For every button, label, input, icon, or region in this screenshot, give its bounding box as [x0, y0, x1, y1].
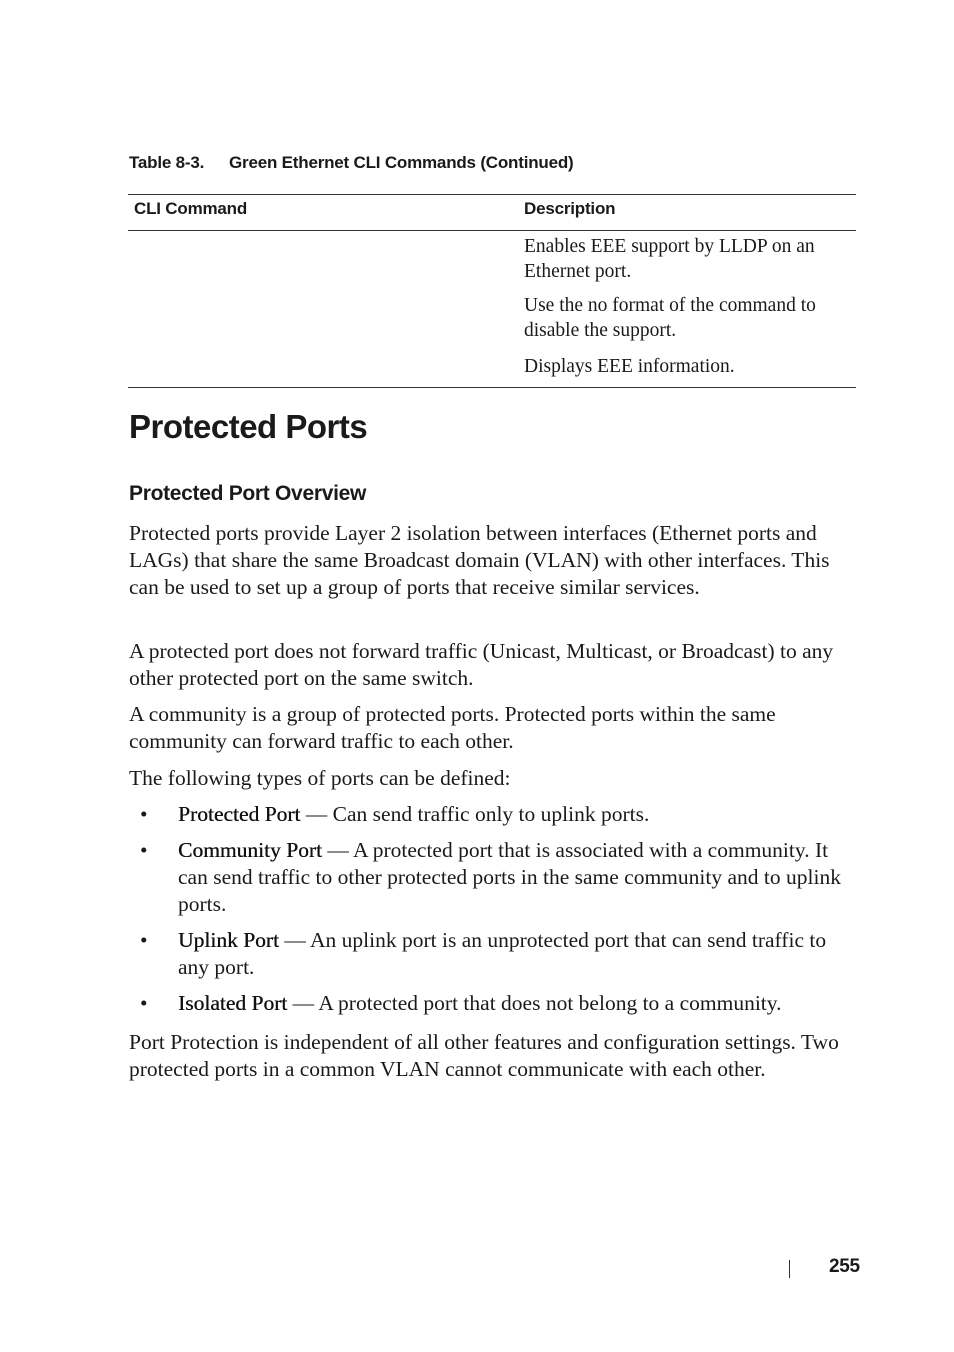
list-item: [140, 801, 857, 828]
table-bottom-rule: [128, 387, 856, 388]
footer-divider: [789, 1260, 790, 1278]
bullet-icon: •: [140, 838, 148, 862]
table-caption-number: Table 8-3.: [129, 153, 205, 172]
bullet-text: — A protected port that is associated with a community. It can send traffic to other protected ports in the same community and to uplink ports.: [178, 838, 841, 916]
body-paragraph: Protected ports provide Layer 2 isolation between interfaces (Ethernet ports and LAGs) that share the same Broadcast domain (VLAN) with other interfaces. This can be used to set up a group of ports that receive similar services.: [129, 521, 830, 599]
bullet-term: Protected Port: [178, 802, 301, 826]
section-title: Protected Ports: [129, 408, 368, 445]
table-header-cli-command: CLI Command: [134, 199, 248, 218]
table-row-description: Displays EEE information.: [524, 356, 735, 377]
bullet-text: — An uplink port is an unprotected port that can send traffic to any port.: [178, 928, 827, 979]
section-subtitle: Protected Port Overview: [129, 482, 367, 505]
bullet-icon: •: [140, 991, 148, 1015]
bullet-term: Uplink Port: [178, 928, 279, 952]
table-top-rule: [128, 194, 856, 195]
list-item: [140, 837, 857, 918]
bullet-icon: •: [140, 802, 148, 826]
body-paragraph: The following types of ports can be defined:: [129, 766, 511, 790]
body-paragraph: A protected port does not forward traffic (Unicast, Multicast, or Broadcast) to any other protected port on the same switch.: [129, 639, 834, 690]
closing-paragraph: Port Protection is independent of all other features and configuration settings. Two protected ports in a common VLAN cannot communicate with each other.: [129, 1030, 839, 1081]
bullet-term: Community Port: [178, 838, 322, 862]
table-row-description: Enables EEE support by LLDP on an Ethernet port.: [524, 236, 815, 282]
table-header-description: Description: [524, 199, 616, 218]
body-paragraph: A community is a group of protected ports. Protected ports within the same community can forward traffic to each other.: [129, 702, 776, 753]
bullet-term: Isolated Port: [178, 991, 288, 1015]
list-item: [140, 927, 857, 981]
port-types-list: [140, 801, 857, 1026]
page-number: 255: [829, 1256, 860, 1277]
list-item: [140, 990, 857, 1017]
table-row-description: Use the no format of the command to disable the support.: [524, 295, 816, 341]
table-caption: [129, 153, 574, 173]
table-header-rule: [128, 230, 856, 231]
bullet-text: — Can send traffic only to uplink ports.: [300, 802, 650, 826]
table-caption-title: Green Ethernet CLI Commands (Continued): [229, 153, 574, 172]
bullet-icon: •: [140, 928, 148, 952]
bullet-text: — A protected port that does not belong to a community.: [287, 991, 782, 1015]
